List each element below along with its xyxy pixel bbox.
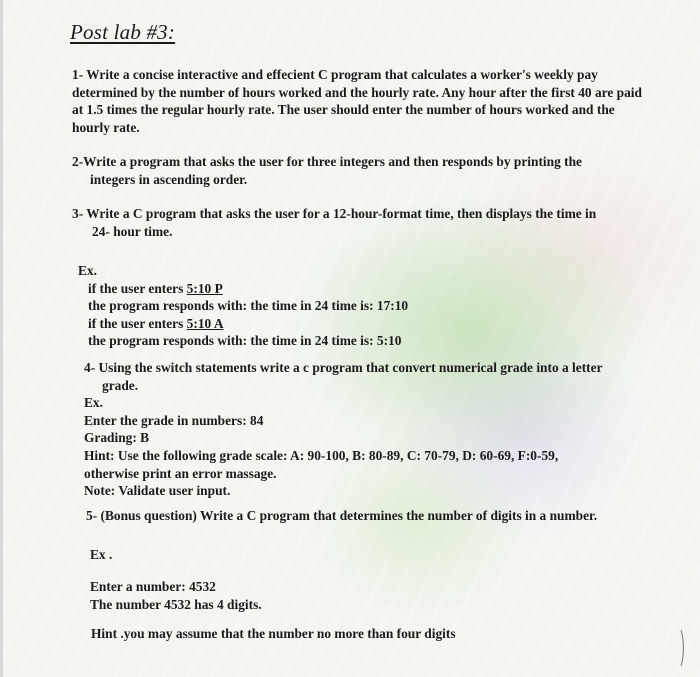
question-4-example-output: Grading: B bbox=[84, 430, 150, 446]
question-4 bbox=[84, 359, 644, 500]
question-5-example-output: The number 4532 has 4 digits. bbox=[90, 596, 262, 612]
question-3-line-1: 3- Write a C program that asks the user for a 12-hour-format time, then displays the time in bbox=[72, 206, 597, 221]
example-label: Ex. bbox=[78, 263, 97, 278]
question-1: 1- Write a concise interactive and effecient C program that calculates a worker's weekly pay determined by the number of hours worked and the hourly rate. Any hour after the first 40 are paid at 1.5 times the regular hourly rate. The user should enter the number of hours worked and the hourly rate. bbox=[72, 67, 642, 135]
question-4-hint-line-2: otherwise print an error massage. bbox=[84, 465, 277, 481]
question-3 bbox=[72, 205, 652, 240]
question-3-line-2: 24- hour time. bbox=[92, 223, 173, 239]
question-5-example bbox=[90, 578, 490, 613]
pen-mark-icon bbox=[678, 628, 688, 668]
example-response-1: the program responds with: the time in 24 time is: 17:10 bbox=[88, 298, 409, 314]
example-input-2 bbox=[78, 315, 478, 333]
question-2-line-1: 2-Write a program that asks the user for three integers and then responds by printing the bbox=[72, 154, 582, 169]
question-5-example-label: Ex . bbox=[90, 547, 113, 562]
page-title: Post lab #3: bbox=[70, 20, 176, 44]
question-3-example bbox=[78, 262, 478, 350]
example-input-1-prefix: if the user enters bbox=[88, 280, 187, 296]
example-input-2-value: 5:10 A bbox=[186, 315, 224, 331]
example-input-1 bbox=[78, 280, 478, 298]
question-2-line-2: integers in ascending order. bbox=[90, 171, 248, 187]
example-input-1-value: 5:10 P bbox=[186, 280, 223, 296]
question-4-example-label: Ex. bbox=[84, 395, 103, 411]
question-4-note: Note: Validate user input. bbox=[84, 483, 231, 499]
question-4-example-input: Enter the grade in numbers: 84 bbox=[84, 412, 264, 428]
question-4-hint-line-1: Hint: Use the following grade scale: A: 90-100, B: 80-89, C: 70-79, D: 60-69, F:0-59, bbox=[84, 447, 559, 463]
question-2 bbox=[72, 153, 647, 188]
question-4-line-1: 4- Using the switch statements write a c program that convert numerical grade into a letter bbox=[84, 360, 603, 375]
question-5-hint: Hint .you may assume that the number no more than four digits bbox=[91, 626, 456, 641]
question-5-example-input: Enter a number: 4532 bbox=[90, 579, 216, 594]
question-4-line-2: grade. bbox=[102, 377, 139, 393]
example-input-2-prefix: if the user enters bbox=[88, 315, 187, 331]
page-edge bbox=[0, 0, 3, 677]
question-5: 5- (Bonus question) Write a C program that determines the number of digits in a number. bbox=[86, 508, 598, 523]
example-response-2: the program responds with: the time in 24 time is: 5:10 bbox=[88, 333, 402, 349]
